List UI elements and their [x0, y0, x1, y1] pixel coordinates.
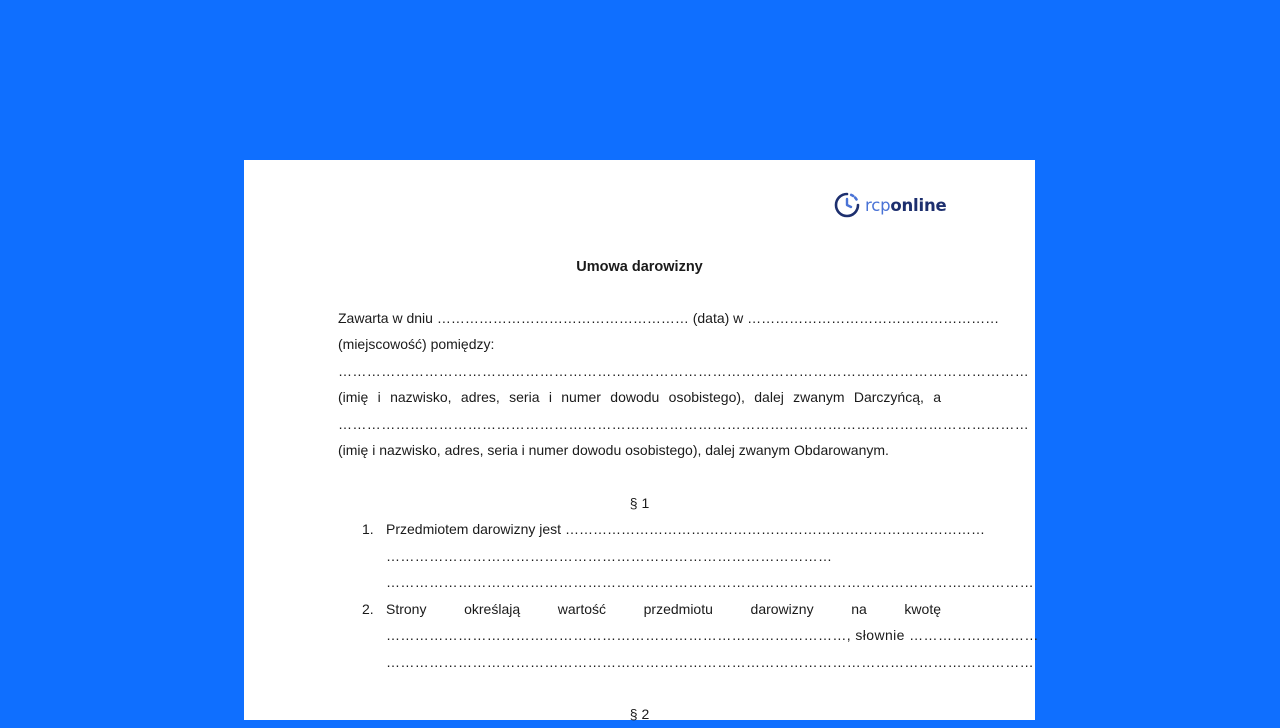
- donor-fill-line: ………………………………………………………………………………………………………………………………: [338, 362, 1030, 379]
- document-title: Umowa darowizny: [576, 259, 703, 275]
- donor-caption-line: (imię i nazwisko, adres, seria i numer dowodu osobistego), dalej zwanym Darczyńcą, a: [338, 389, 941, 405]
- list-item-number: 1.: [362, 521, 374, 537]
- clock-logo-icon: [833, 191, 861, 219]
- list-item-text: Strony określają wartość przedmiotu darowizny na kwotę: [386, 600, 941, 617]
- list-item-fill-line: ……………………………………………………………………………………, słownie ………………………: [386, 627, 1039, 643]
- list-item: [338, 596, 1039, 676]
- document-page: [244, 160, 1039, 722]
- document-body: [338, 254, 1039, 728]
- list-item-number: 2.: [362, 600, 374, 617]
- list-item-fill-line: ………………………………………………………………………………………………………………………: [386, 653, 1034, 670]
- list-item-fill-line: …………………………………………………………………………………: [386, 547, 833, 564]
- logo-wordmark: rcponline: [865, 195, 947, 215]
- section-1-list: [338, 516, 1039, 675]
- rcponline-logo[interactable]: [833, 191, 947, 219]
- list-item-text: Przedmiotem darowizny jest ………………………………………………………………………………: [386, 521, 985, 537]
- donee-caption-line: (imię i nazwisko, adres, seria i numer dowodu osobistego), dalej zwanym Obdarowanym.: [338, 442, 889, 458]
- place-caption-line: (miejscowość) pomiędzy:: [338, 336, 495, 352]
- donee-fill-line: ………………………………………………………………………………………………………………………………: [338, 415, 1030, 432]
- list-item-fill-line: ………………………………………………………………………………………………………………………: [386, 574, 1034, 590]
- section-heading-1: § 1: [629, 494, 650, 511]
- date-place-line: Zawarta w dniu ……………………………………………… (data) w ………………………………………………: [338, 309, 1000, 326]
- list-item: [338, 516, 1034, 596]
- section-heading-2: § 2: [629, 706, 650, 722]
